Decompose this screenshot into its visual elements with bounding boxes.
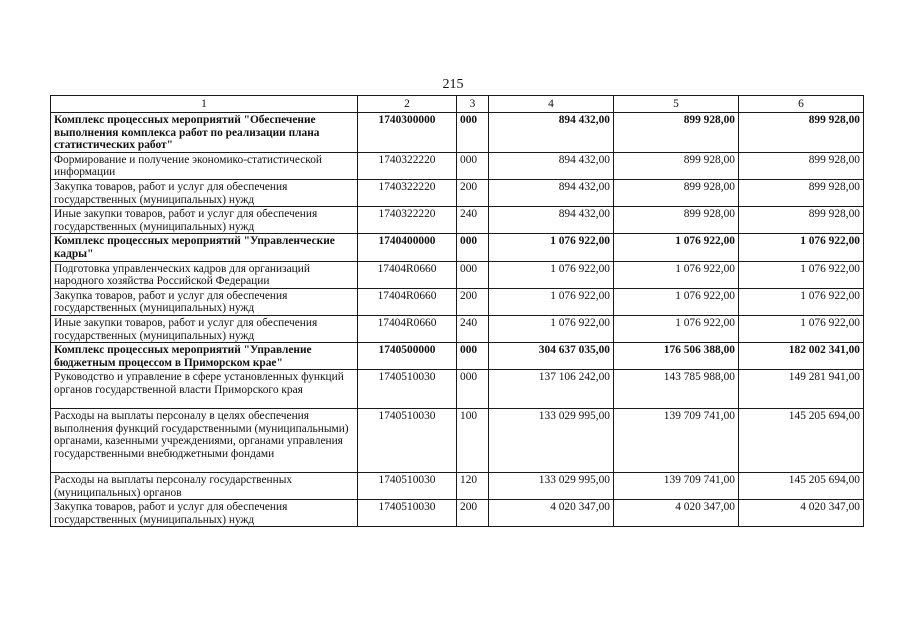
row-amount-year3: 149 281 941,00 (739, 370, 864, 409)
row-amount-year2: 1 076 922,00 (614, 315, 739, 342)
row-amount-year2: 139 709 741,00 (614, 473, 739, 500)
row-amount-year3: 182 002 341,00 (739, 343, 864, 370)
column-header: 1 (51, 96, 358, 113)
column-header: 5 (614, 96, 739, 113)
column-header: 3 (457, 96, 489, 113)
budget-table (50, 95, 864, 527)
table-row (51, 207, 864, 234)
table-row (51, 500, 864, 527)
table-row (51, 152, 864, 179)
row-amount-year2: 1 076 922,00 (614, 234, 739, 261)
row-amount-year3: 899 928,00 (739, 207, 864, 234)
row-amount-year2: 899 928,00 (614, 152, 739, 179)
row-expense-type: 000 (457, 234, 489, 261)
row-csr-code: 1740300000 (358, 113, 457, 153)
table-header-row (51, 96, 864, 113)
row-csr-code: 1740400000 (358, 234, 457, 261)
row-expense-type: 000 (457, 152, 489, 179)
row-expense-type: 100 (457, 409, 489, 473)
row-amount-year3: 145 205 694,00 (739, 409, 864, 473)
row-expense-type: 000 (457, 261, 489, 288)
table-row (51, 409, 864, 473)
row-name: Расходы на выплаты персоналу государственных (муниципальных) органов (51, 473, 358, 500)
row-csr-code: 1740510030 (358, 409, 457, 473)
row-expense-type: 120 (457, 473, 489, 500)
row-amount-year2: 899 928,00 (614, 179, 739, 206)
row-amount-year2: 899 928,00 (614, 113, 739, 153)
row-amount-year2: 4 020 347,00 (614, 500, 739, 527)
row-expense-type: 200 (457, 500, 489, 527)
row-amount-year1: 894 432,00 (489, 207, 614, 234)
row-amount-year1: 894 432,00 (489, 152, 614, 179)
row-name: Иные закупки товаров, работ и услуг для обеспечения государственных (муниципальных) нужд (51, 315, 358, 342)
row-amount-year3: 4 020 347,00 (739, 500, 864, 527)
table-row (51, 261, 864, 288)
table-row (51, 113, 864, 153)
row-amount-year3: 899 928,00 (739, 152, 864, 179)
row-amount-year3: 1 076 922,00 (739, 315, 864, 342)
table-row (51, 234, 864, 261)
row-amount-year1: 894 432,00 (489, 113, 614, 153)
row-csr-code: 1740500000 (358, 343, 457, 370)
row-amount-year3: 1 076 922,00 (739, 234, 864, 261)
row-amount-year1: 133 029 995,00 (489, 409, 614, 473)
row-csr-code: 17404R0660 (358, 261, 457, 288)
row-csr-code: 17404R0660 (358, 315, 457, 342)
row-amount-year3: 1 076 922,00 (739, 261, 864, 288)
column-header: 2 (358, 96, 457, 113)
row-amount-year2: 899 928,00 (614, 207, 739, 234)
row-amount-year1: 133 029 995,00 (489, 473, 614, 500)
table-row (51, 315, 864, 342)
row-amount-year3: 899 928,00 (739, 113, 864, 153)
table-row (51, 179, 864, 206)
row-amount-year1: 1 076 922,00 (489, 234, 614, 261)
row-amount-year2: 143 785 988,00 (614, 370, 739, 409)
table-row (51, 288, 864, 315)
row-name: Закупка товаров, работ и услуг для обеспечения государственных (муниципальных) нужд (51, 500, 358, 527)
row-name: Подготовка управленческих кадров для организаций народного хозяйства Российской Федерации (51, 261, 358, 288)
column-header: 6 (739, 96, 864, 113)
table-row (51, 473, 864, 500)
row-expense-type: 200 (457, 288, 489, 315)
row-csr-code: 1740322220 (358, 179, 457, 206)
row-amount-year2: 1 076 922,00 (614, 261, 739, 288)
row-amount-year1: 1 076 922,00 (489, 261, 614, 288)
row-name: Комплекс процессных мероприятий "Управленческие кадры" (51, 234, 358, 261)
row-name: Расходы на выплаты персоналу в целях обеспечения выполнения функций государственными (муниципальными) органами, казенными учреждениями, органами управления государственными внебюджетными фондами (51, 409, 358, 473)
row-expense-type: 240 (457, 315, 489, 342)
row-name: Комплекс процессных мероприятий "Обеспечение выполнения комплекса работ по реализации плана статистических работ" (51, 113, 358, 153)
table-row (51, 343, 864, 370)
row-expense-type: 000 (457, 343, 489, 370)
row-csr-code: 1740322220 (358, 207, 457, 234)
row-amount-year1: 137 106 242,00 (489, 370, 614, 409)
row-amount-year1: 4 020 347,00 (489, 500, 614, 527)
row-amount-year1: 894 432,00 (489, 179, 614, 206)
row-expense-type: 000 (457, 113, 489, 153)
row-expense-type: 200 (457, 179, 489, 206)
row-csr-code: 1740510030 (358, 500, 457, 527)
row-csr-code: 17404R0660 (358, 288, 457, 315)
row-amount-year3: 145 205 694,00 (739, 473, 864, 500)
row-amount-year2: 139 709 741,00 (614, 409, 739, 473)
row-name: Иные закупки товаров, работ и услуг для обеспечения государственных (муниципальных) нужд (51, 207, 358, 234)
row-amount-year1: 1 076 922,00 (489, 315, 614, 342)
row-amount-year1: 1 076 922,00 (489, 288, 614, 315)
row-expense-type: 240 (457, 207, 489, 234)
row-csr-code: 1740322220 (358, 152, 457, 179)
row-name: Закупка товаров, работ и услуг для обеспечения государственных (муниципальных) нужд (51, 288, 358, 315)
row-amount-year2: 1 076 922,00 (614, 288, 739, 315)
row-amount-year1: 304 637 035,00 (489, 343, 614, 370)
row-csr-code: 1740510030 (358, 370, 457, 409)
row-expense-type: 000 (457, 370, 489, 409)
row-amount-year3: 1 076 922,00 (739, 288, 864, 315)
row-csr-code: 1740510030 (358, 473, 457, 500)
row-amount-year3: 899 928,00 (739, 179, 864, 206)
row-name: Формирование и получение экономико-статистической информации (51, 152, 358, 179)
row-name: Руководство и управление в сфере установленных функций органов государственной власти Приморского края (51, 370, 358, 409)
row-name: Комплекс процессных мероприятий "Управление бюджетным процессом в Приморском крае" (51, 343, 358, 370)
row-amount-year2: 176 506 388,00 (614, 343, 739, 370)
page-number: 215 (442, 77, 464, 92)
column-header: 4 (489, 96, 614, 113)
row-name: Закупка товаров, работ и услуг для обеспечения государственных (муниципальных) нужд (51, 179, 358, 206)
table-row (51, 370, 864, 409)
